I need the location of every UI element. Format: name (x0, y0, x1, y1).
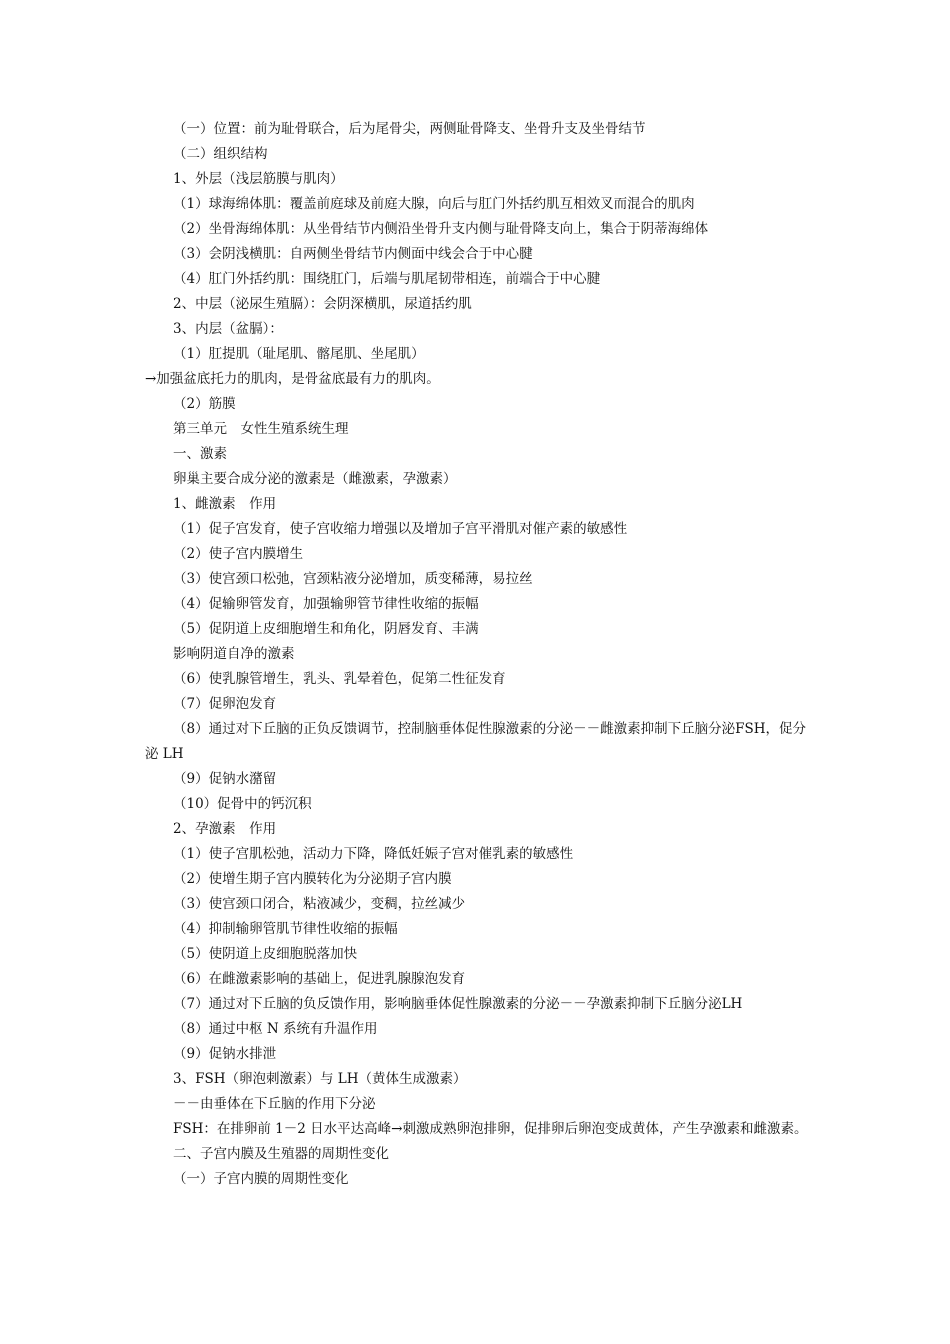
list-item: （5）使阴道上皮细胞脱落加快 (173, 946, 358, 962)
list-item: （5）促阴道上皮细胞增生和角化，阴唇发育、丰满 (173, 621, 479, 637)
fsh-lh-heading: 3、FSH（卵泡刺激素）与 LH（黄体生成激素） (173, 1071, 467, 1087)
estrogen-heading: 1、雌激素 作用 (173, 496, 277, 512)
list-item: （2）坐骨海绵体肌：从坐骨结节内侧沿坐骨升支内侧与耻骨降支向上，集合于阴蒂海绵体 (173, 221, 709, 237)
list-item: （2）使子宫内膜增生 (173, 546, 304, 562)
list-item: （8）通过中枢 N 系统有升温作用 (173, 1021, 378, 1037)
document-body (145, 117, 810, 1192)
list-item: （9）促钠水排泄 (173, 1046, 277, 1062)
list-item: （3）使宫颈口松弛，宫颈粘液分泌增加，质变稀薄，易拉丝 (173, 571, 533, 587)
section-hormones-heading: 一、激素 (173, 446, 227, 462)
progesterone-heading: 2、孕激素 作用 (173, 821, 277, 837)
list-item: （1）肛提肌（耻尾肌、髂尾肌、坐尾肌） (173, 346, 425, 362)
section-cycle-heading: 二、子宫内膜及生殖器的周期性变化 (173, 1146, 389, 1162)
list-item: （1）使子宫肌松弛，活动力下降，降低妊娠子宫对催乳素的敏感性 (173, 846, 574, 862)
list-item: （2）筋膜 (173, 396, 236, 412)
note-line: 影响阴道自净的激素 (173, 646, 295, 662)
hormones-intro: 卵巢主要合成分泌的激素是（雌激素，孕激素） (173, 471, 457, 487)
list-item: （4）肛门外括约肌：围绕肛门，后端与肌尾韧带相连，前端合于中心腱 (173, 271, 601, 287)
list-item: （3）使宫颈口闭合，粘液减少，变稠，拉丝减少 (173, 896, 466, 912)
list-item: （7）促卵泡发育 (173, 696, 277, 712)
list-item: （1）促子宫发育，使子宫收缩力增强以及增加子宫平滑肌对催产素的敏感性 (173, 521, 628, 537)
list-item: （7）通过对下丘脑的负反馈作用，影响脑垂体促性腺激素的分泌－－孕激素抑制下丘脑分泌LH (173, 996, 743, 1012)
unit-title: 第三单元 女性生殖系统生理 (173, 421, 349, 437)
section-structure-heading: （二）组织结构 (173, 146, 268, 162)
inner-layer-heading: 3、内层（盆膈）： (173, 321, 283, 337)
outer-layer-heading: 1、外层（浅层筋膜与肌肉） (173, 171, 344, 187)
fsh-lh-note: －－由垂体在下丘脑的作用下分泌 (173, 1096, 376, 1112)
list-item: （10）促骨中的钙沉积 (173, 796, 312, 812)
list-item-wrapped: （8）通过对下丘脑的正负反馈调节，控制脑垂体促性腺激素的分泌－－雌激素抑制下丘脑分泌FSH，促分泌 LH (145, 721, 806, 762)
list-item: （3）会阴浅横肌：自两侧坐骨结节内侧面中线会合于中心腱 (173, 246, 533, 262)
subsection-endometrium-heading: （一）子宫内膜的周期性变化 (173, 1171, 349, 1187)
list-item: （2）使增生期子宫内膜转化为分泌期子宫内膜 (173, 871, 452, 887)
list-item: （6）使乳腺管增生，乳头、乳晕着色，促第二性征发育 (173, 671, 506, 687)
note-line: →加强盆底托力的肌肉，是骨盆底最有力的肌肉。 (145, 371, 440, 387)
list-item: （4）抑制输卵管肌节律性收缩的振幅 (173, 921, 398, 937)
fsh-paragraph: FSH：在排卵前 1－2 日水平达高峰→刺激成熟卵泡排卵，促排卵后卵泡变成黄体，产生孕激素和雌激素。 (173, 1121, 808, 1137)
section-location: （一）位置：前为耻骨联合，后为尾骨尖，两侧耻骨降支、坐骨升支及坐骨结节 (173, 121, 646, 137)
list-item: （4）促输卵管发育，加强输卵管节律性收缩的振幅 (173, 596, 479, 612)
list-item: （6）在雌激素影响的基础上，促进乳腺腺泡发育 (173, 971, 466, 987)
middle-layer-heading: 2、中层（泌尿生殖膈）：会阴深横肌，尿道括约肌 (173, 296, 472, 312)
list-item: （1）球海绵体肌：覆盖前庭球及前庭大腺，向后与肛门外括约肌互相效叉而混合的肌肉 (173, 196, 695, 212)
list-item: （9）促钠水潴留 (173, 771, 277, 787)
